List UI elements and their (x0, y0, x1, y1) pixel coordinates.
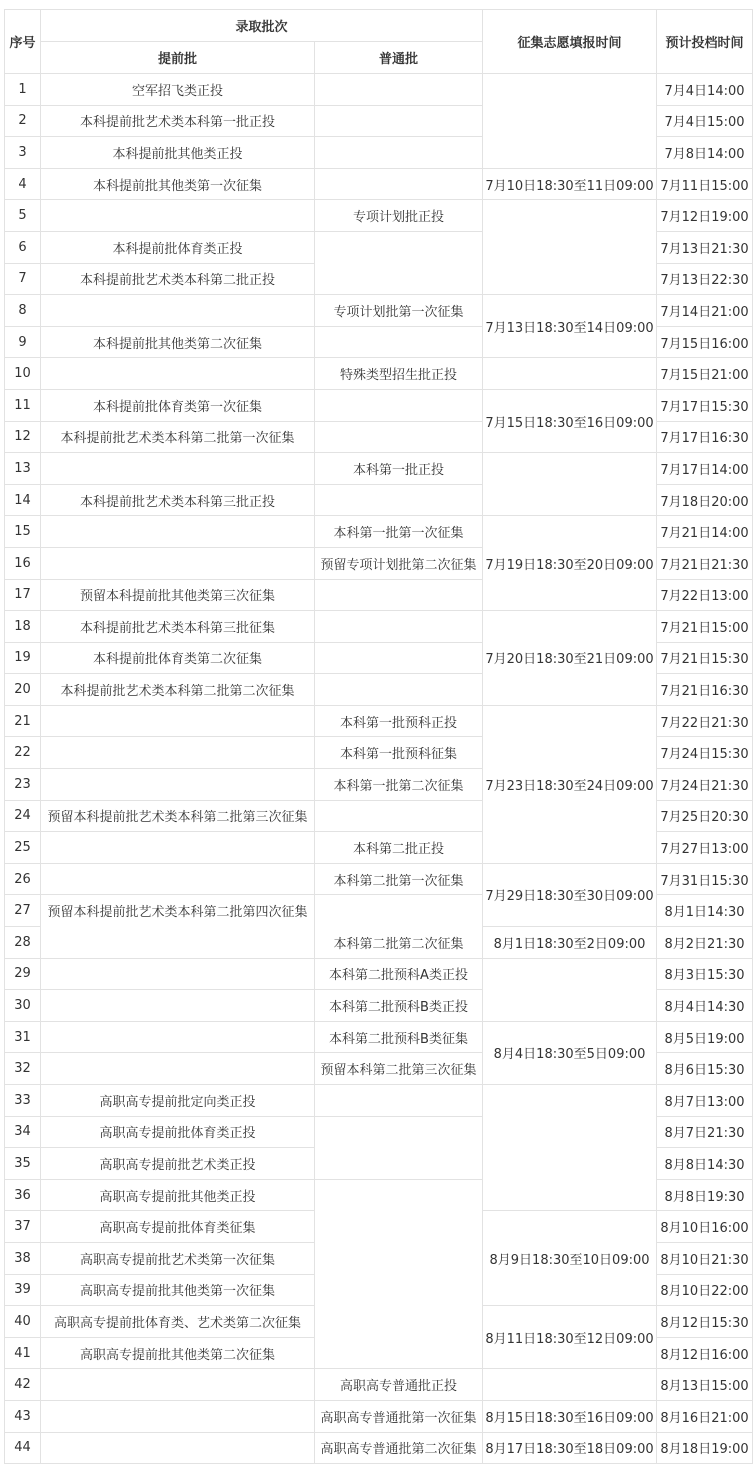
cell-early (41, 863, 315, 895)
cell-early: 本科提前批体育类第一次征集 (41, 389, 315, 421)
cell-est: 8月7日13:00 (657, 1085, 753, 1117)
cell-general: 本科第二批正投 (315, 832, 483, 864)
cell-early: 本科提前批艺术类本科第二批第一次征集 (41, 421, 315, 453)
table-row (5, 1400, 753, 1432)
cell-early (41, 358, 315, 390)
cell-no: 7 (5, 263, 41, 295)
cell-general (315, 105, 483, 137)
table-row (5, 705, 753, 737)
cell-est: 7月21日21:30 (657, 547, 753, 579)
cell-est: 8月7日21:30 (657, 1116, 753, 1148)
cell-est: 7月22日13:00 (657, 579, 753, 611)
cell-solicit-time: 8月15日18:30至16日09:00 (483, 1400, 657, 1432)
cell-no: 8 (5, 295, 41, 327)
cell-no: 12 (5, 421, 41, 453)
header-est-time: 预计投档时间 (657, 10, 753, 74)
cell-no: 6 (5, 231, 41, 263)
cell-est: 8月18日19:00 (657, 1432, 753, 1464)
cell-no: 44 (5, 1432, 41, 1464)
cell-early (41, 1369, 315, 1401)
cell-est: 7月27日13:00 (657, 832, 753, 864)
cell-no: 21 (5, 705, 41, 737)
cell-general (315, 642, 483, 674)
cell-solicit-empty (483, 1369, 657, 1401)
cell-no: 38 (5, 1242, 41, 1274)
cell-solicit-empty (483, 1085, 657, 1211)
cell-early (41, 769, 315, 801)
cell-general: 预留本科第二批第三次征集 (315, 1053, 483, 1085)
cell-early (41, 1021, 315, 1053)
cell-early: 高职高专提前批艺术类正投 (41, 1148, 315, 1180)
admission-schedule-table (4, 9, 753, 1464)
cell-early: 本科提前批艺术类本科第三批征集 (41, 611, 315, 643)
cell-general: 高职高专普通批正投 (315, 1369, 483, 1401)
cell-early: 预留本科提前批艺术类本科第二批第四次征集 (41, 895, 315, 958)
cell-general: 专项计划批第一次征集 (315, 295, 483, 327)
cell-solicit-time: 7月29日18:30至30日09:00 (483, 863, 657, 926)
cell-no: 40 (5, 1306, 41, 1338)
cell-general (315, 389, 483, 421)
cell-est: 7月14日21:00 (657, 295, 753, 327)
cell-solicit-time: 8月17日18:30至18日09:00 (483, 1432, 657, 1464)
cell-no: 36 (5, 1179, 41, 1211)
cell-no: 26 (5, 863, 41, 895)
table-row (5, 358, 753, 390)
cell-early (41, 705, 315, 737)
cell-early: 高职高专提前批其他类正投 (41, 1179, 315, 1211)
table-row (5, 1369, 753, 1401)
cell-general: 预留专项计划批第二次征集 (315, 547, 483, 579)
table-row (5, 389, 753, 421)
cell-general: 本科第二批预科A类正投 (315, 958, 483, 990)
cell-early: 本科提前批其他类第二次征集 (41, 326, 315, 358)
cell-general: 本科第一批预科征集 (315, 737, 483, 769)
cell-no: 2 (5, 105, 41, 137)
cell-early (41, 516, 315, 548)
table-row (5, 453, 753, 485)
cell-general: 本科第一批正投 (315, 453, 483, 485)
cell-no: 1 (5, 74, 41, 106)
cell-early: 高职高专提前批其他类第二次征集 (41, 1337, 315, 1369)
cell-no: 13 (5, 453, 41, 485)
cell-est: 8月4日14:30 (657, 990, 753, 1022)
cell-est: 8月6日15:30 (657, 1053, 753, 1085)
cell-no: 43 (5, 1400, 41, 1432)
cell-est: 7月31日15:30 (657, 863, 753, 895)
cell-early (41, 547, 315, 579)
cell-general (315, 674, 483, 706)
cell-est: 7月8日14:00 (657, 137, 753, 169)
header-solicit-time: 征集志愿填报时间 (483, 10, 657, 74)
cell-general: 专项计划批正投 (315, 200, 483, 232)
cell-general: 高职高专普通批第一次征集 (315, 1400, 483, 1432)
cell-general: 特殊类型招生批正投 (315, 358, 483, 390)
cell-general: 本科第一批预科正投 (315, 705, 483, 737)
cell-early: 高职高专提前批体育类征集 (41, 1211, 315, 1243)
cell-est: 7月17日15:30 (657, 389, 753, 421)
cell-early (41, 737, 315, 769)
cell-general: 本科第二批预科B类征集 (315, 1021, 483, 1053)
cell-no: 11 (5, 389, 41, 421)
cell-early: 本科提前批其他类第一次征集 (41, 168, 315, 200)
cell-no: 42 (5, 1369, 41, 1401)
cell-general: 本科第一批第二次征集 (315, 769, 483, 801)
cell-no: 5 (5, 200, 41, 232)
cell-solicit-time: 8月4日18:30至5日09:00 (483, 1021, 657, 1084)
cell-est: 8月10日16:00 (657, 1211, 753, 1243)
table-row (5, 200, 753, 232)
header-general-batch: 普通批 (315, 42, 483, 74)
cell-no: 19 (5, 642, 41, 674)
cell-est: 8月1日14:30 (657, 895, 753, 927)
cell-no: 18 (5, 611, 41, 643)
cell-no: 22 (5, 737, 41, 769)
cell-solicit-time: 8月1日18:30至2日09:00 (483, 927, 657, 959)
cell-no: 25 (5, 832, 41, 864)
cell-est: 7月4日15:00 (657, 105, 753, 137)
cell-no: 27 (5, 895, 41, 927)
cell-est: 8月12日15:30 (657, 1306, 753, 1338)
cell-no: 15 (5, 516, 41, 548)
cell-est: 8月8日14:30 (657, 1148, 753, 1180)
cell-no: 16 (5, 547, 41, 579)
cell-est: 7月15日21:00 (657, 358, 753, 390)
table-row (5, 1085, 753, 1117)
cell-no: 4 (5, 168, 41, 200)
cell-est: 8月10日22:00 (657, 1274, 753, 1306)
cell-general (315, 1116, 483, 1179)
cell-est: 7月18日20:00 (657, 484, 753, 516)
cell-no: 30 (5, 990, 41, 1022)
cell-general (315, 579, 483, 611)
cell-general (315, 1085, 483, 1117)
cell-early (41, 958, 315, 990)
cell-early: 高职高专提前批体育类、艺术类第二次征集 (41, 1306, 315, 1338)
cell-no: 20 (5, 674, 41, 706)
cell-early: 高职高专提前批定向类正投 (41, 1085, 315, 1117)
cell-early: 本科提前批艺术类本科第三批正投 (41, 484, 315, 516)
cell-general: 本科第一批第一次征集 (315, 516, 483, 548)
cell-general (315, 168, 483, 200)
cell-est: 7月4日14:00 (657, 74, 753, 106)
cell-est: 8月10日21:30 (657, 1242, 753, 1274)
cell-no: 3 (5, 137, 41, 169)
table-row (5, 611, 753, 643)
cell-general: 本科第二批第二次征集 (315, 895, 483, 958)
cell-early (41, 200, 315, 232)
cell-early (41, 453, 315, 485)
cell-solicit-empty (483, 958, 657, 1021)
cell-general (315, 421, 483, 453)
cell-solicit-empty (483, 200, 657, 295)
cell-no: 34 (5, 1116, 41, 1148)
table-row (5, 1021, 753, 1053)
cell-early: 预留本科提前批其他类第三次征集 (41, 579, 315, 611)
cell-early: 本科提前批艺术类本科第一批正投 (41, 105, 315, 137)
cell-early: 本科提前批艺术类本科第二批第二次征集 (41, 674, 315, 706)
table-row (5, 295, 753, 327)
cell-est: 7月12日19:00 (657, 200, 753, 232)
cell-early (41, 1432, 315, 1464)
cell-solicit-time: 7月13日18:30至14日09:00 (483, 295, 657, 358)
cell-general (315, 74, 483, 106)
cell-no: 31 (5, 1021, 41, 1053)
cell-early (41, 1400, 315, 1432)
cell-early (41, 1053, 315, 1085)
cell-no: 28 (5, 927, 41, 959)
cell-early: 本科提前批体育类正投 (41, 231, 315, 263)
cell-early: 本科提前批体育类第二次征集 (41, 642, 315, 674)
cell-est: 8月13日15:00 (657, 1369, 753, 1401)
cell-no: 35 (5, 1148, 41, 1180)
cell-est: 7月17日14:00 (657, 453, 753, 485)
table-row (5, 863, 753, 895)
cell-est: 7月21日16:30 (657, 674, 753, 706)
cell-solicit-empty (483, 358, 657, 390)
table-row (5, 516, 753, 548)
cell-solicit-time: 7月23日18:30至24日09:00 (483, 705, 657, 863)
cell-solicit-time: 8月9日18:30至10日09:00 (483, 1211, 657, 1306)
table-row (5, 1432, 753, 1464)
cell-est: 8月16日21:00 (657, 1400, 753, 1432)
cell-est: 7月21日15:30 (657, 642, 753, 674)
cell-early: 本科提前批艺术类本科第二批正投 (41, 263, 315, 295)
cell-est: 7月13日21:30 (657, 231, 753, 263)
header-batch-group: 录取批次 (41, 10, 483, 42)
cell-solicit-time: 7月15日18:30至16日09:00 (483, 389, 657, 452)
cell-solicit-time: 7月19日18:30至20日09:00 (483, 516, 657, 611)
cell-est: 7月24日15:30 (657, 737, 753, 769)
cell-est: 8月5日19:00 (657, 1021, 753, 1053)
cell-est: 7月21日14:00 (657, 516, 753, 548)
cell-early: 空军招飞类正投 (41, 74, 315, 106)
cell-general (315, 484, 483, 516)
cell-est: 8月2日21:30 (657, 927, 753, 959)
cell-no: 29 (5, 958, 41, 990)
cell-solicit-time: 7月20日18:30至21日09:00 (483, 611, 657, 706)
cell-early (41, 990, 315, 1022)
cell-general (315, 611, 483, 643)
cell-no: 39 (5, 1274, 41, 1306)
cell-general (315, 137, 483, 169)
cell-est: 7月11日15:00 (657, 168, 753, 200)
cell-no: 33 (5, 1085, 41, 1117)
cell-early (41, 832, 315, 864)
cell-general (315, 326, 483, 358)
schedule-table-container (4, 9, 753, 1464)
header-seq: 序号 (5, 10, 41, 74)
cell-est: 7月22日21:30 (657, 705, 753, 737)
cell-solicit-empty (483, 453, 657, 516)
cell-no: 10 (5, 358, 41, 390)
cell-solicit-time: 8月11日18:30至12日09:00 (483, 1306, 657, 1369)
cell-early: 本科提前批其他类正投 (41, 137, 315, 169)
cell-est: 7月25日20:30 (657, 800, 753, 832)
cell-solicit-time: 7月10日18:30至11日09:00 (483, 168, 657, 200)
cell-general (315, 800, 483, 832)
cell-no: 24 (5, 800, 41, 832)
cell-early: 预留本科提前批艺术类本科第二批第三次征集 (41, 800, 315, 832)
cell-est: 8月8日19:30 (657, 1179, 753, 1211)
cell-est: 8月3日15:30 (657, 958, 753, 990)
table-row (5, 168, 753, 200)
cell-no: 41 (5, 1337, 41, 1369)
cell-early: 高职高专提前批体育类正投 (41, 1116, 315, 1148)
cell-early (41, 295, 315, 327)
cell-general: 本科第二批第一次征集 (315, 863, 483, 895)
cell-early: 高职高专提前批艺术类第一次征集 (41, 1242, 315, 1274)
cell-solicit-empty (483, 74, 657, 169)
cell-est: 8月12日16:00 (657, 1337, 753, 1369)
cell-no: 9 (5, 326, 41, 358)
table-row (5, 958, 753, 990)
header-early-batch: 提前批 (41, 42, 315, 74)
cell-no: 32 (5, 1053, 41, 1085)
cell-est: 7月15日16:00 (657, 326, 753, 358)
cell-est: 7月13日22:30 (657, 263, 753, 295)
cell-no: 14 (5, 484, 41, 516)
table-row (5, 74, 753, 106)
cell-general (315, 231, 483, 294)
cell-est: 7月17日16:30 (657, 421, 753, 453)
cell-est: 7月21日15:00 (657, 611, 753, 643)
cell-general: 本科第二批预科B类正投 (315, 990, 483, 1022)
cell-general: 高职高专普通批第二次征集 (315, 1432, 483, 1464)
cell-est: 7月24日21:30 (657, 769, 753, 801)
cell-early: 高职高专提前批其他类第一次征集 (41, 1274, 315, 1306)
cell-no: 17 (5, 579, 41, 611)
cell-general (315, 1179, 483, 1369)
cell-no: 37 (5, 1211, 41, 1243)
cell-no: 23 (5, 769, 41, 801)
